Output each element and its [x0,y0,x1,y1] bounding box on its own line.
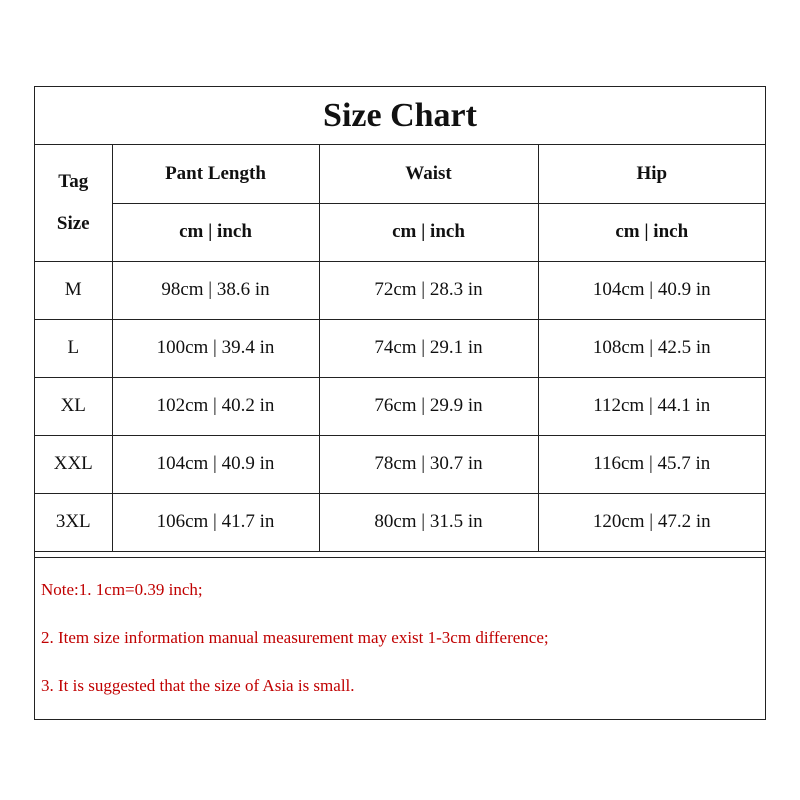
col-header-hip: Hip [538,145,765,203]
table-row [35,493,765,551]
col-header-pant-length: Pant Length [112,145,319,203]
note-2: 2. Item size information manual measurement may exist 1-3cm difference; [41,628,549,647]
waist-cell: 76cm | 29.9 in [319,377,538,435]
note-1: Note:1. 1cm=0.39 inch; [41,580,203,599]
size-chart-frame [34,86,766,720]
size-cell: 3XL [35,493,112,551]
size-table [35,145,765,552]
waist-cell: 80cm | 31.5 in [319,493,538,551]
pant-length-cell: 106cm | 41.7 in [112,493,319,551]
unit-label-hip: cm | inch [538,203,765,261]
unit-row [35,203,765,261]
col-header-waist: Waist [319,145,538,203]
table-row [35,435,765,493]
note-3: 3. It is suggested that the size of Asia is small. [41,676,355,695]
tag-header-line2: Size [56,212,90,234]
unit-label-pant-length: cm | inch [112,203,319,261]
hip-cell: 104cm | 40.9 in [538,261,765,319]
table-row [35,319,765,377]
size-cell: XL [35,377,112,435]
table-row [35,377,765,435]
tag-header-line1: Tag [58,170,89,192]
pant-length-cell: 102cm | 40.2 in [112,377,319,435]
hip-cell: 108cm | 42.5 in [538,319,765,377]
pant-length-cell: 100cm | 39.4 in [112,319,319,377]
hip-cell: 120cm | 47.2 in [538,493,765,551]
table-row [35,261,765,319]
notes-section [35,557,765,695]
waist-cell: 72cm | 28.3 in [319,261,538,319]
size-cell: L [35,319,112,377]
waist-cell: 74cm | 29.1 in [319,319,538,377]
chart-title: Size Chart [35,87,765,145]
size-cell: XXL [35,435,112,493]
pant-length-cell: 98cm | 38.6 in [112,261,319,319]
header-row [35,145,765,203]
pant-length-cell: 104cm | 40.9 in [112,435,319,493]
hip-cell: 116cm | 45.7 in [538,435,765,493]
size-cell: M [35,261,112,319]
hip-cell: 112cm | 44.1 in [538,377,765,435]
tag-size-header [35,145,112,261]
unit-label-waist: cm | inch [319,203,538,261]
waist-cell: 78cm | 30.7 in [319,435,538,493]
